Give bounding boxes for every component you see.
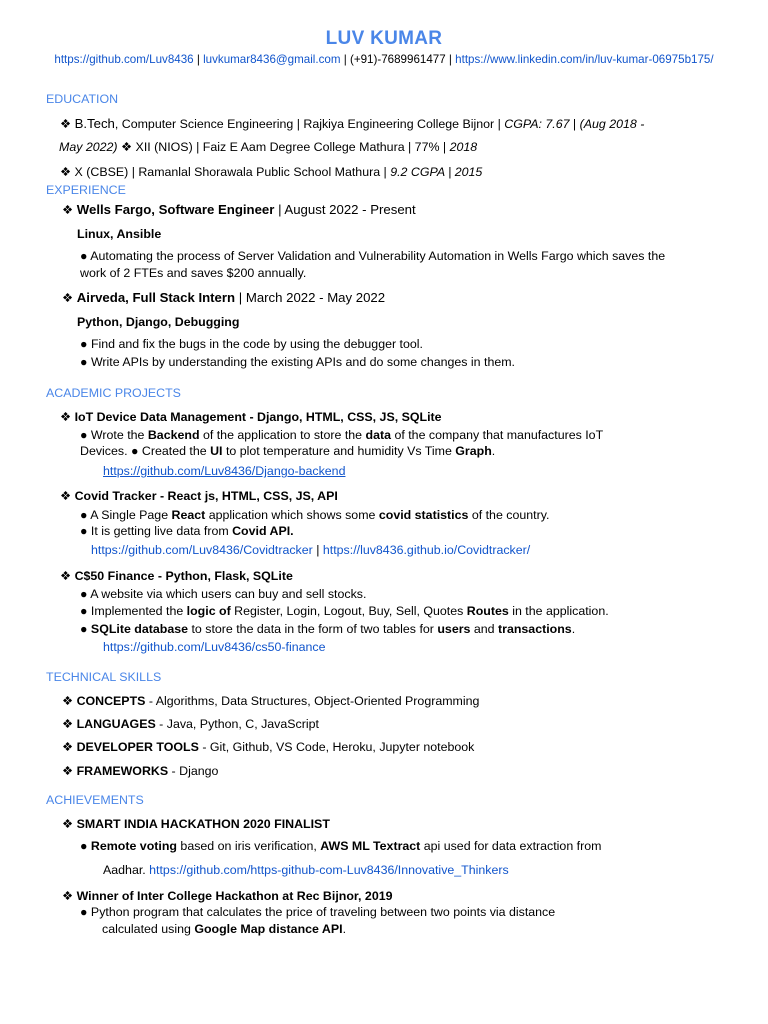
dot-bullet-icon: ● xyxy=(80,524,88,538)
candidate-name: LUV KUMAR xyxy=(325,28,443,49)
contact-line xyxy=(0,53,768,66)
achievement-link[interactable]: https://github.com/https-github-com-Luv8436/Innovative_Thinkers xyxy=(149,863,509,877)
project-link[interactable]: https://github.com/Luv8436/cs50-finance xyxy=(103,640,326,654)
diamond-bullet-icon: ❖ xyxy=(121,140,133,154)
text-bold: data xyxy=(365,428,392,442)
text-bold: logic of xyxy=(186,604,231,618)
section-title-skills: TECHNICAL SKILLS xyxy=(46,670,162,684)
project-link[interactable]: https://github.com/Luv8436/Covidtracker xyxy=(91,543,313,557)
text: A website via which users can buy and sell stocks. xyxy=(87,587,367,601)
achievement-bullet-continuation xyxy=(103,863,509,877)
text: Aadhar. xyxy=(103,863,150,877)
github-link[interactable]: https://github.com/Luv8436 xyxy=(54,53,194,66)
project-bullet xyxy=(80,524,294,538)
text: application which shows some xyxy=(205,508,379,522)
project-title: IoT Device Data Management - Django, HTML, CSS, JS, SQLite xyxy=(74,410,442,424)
text: Python program that calculates the price of traveling between two points via distance xyxy=(87,905,556,919)
text: Register, Login, Logout, Buy, Sell, Quotes xyxy=(230,604,467,618)
job-bullet-text: Find and fix the bugs in the code by using the debugger tool. xyxy=(90,337,423,351)
skill-label: CONCEPTS xyxy=(76,694,146,708)
skill-languages xyxy=(62,716,319,731)
btech-period-start: (Aug 2018 - xyxy=(579,117,645,131)
text: of the company that manufactures IoT xyxy=(391,428,604,442)
job-title: Airveda, Full Stack Intern xyxy=(76,290,236,305)
job-date: | March 2022 - May 2022 xyxy=(235,290,386,305)
job-date: | August 2022 - Present xyxy=(274,202,416,217)
education-x-line xyxy=(60,164,482,179)
diamond-bullet-icon: ❖ xyxy=(62,694,74,708)
skill-frameworks xyxy=(62,763,218,778)
job-bullet xyxy=(80,249,665,263)
text: Created the xyxy=(138,444,211,458)
text-bold: Routes xyxy=(466,604,509,618)
text-bold: React xyxy=(171,508,206,522)
separator: | xyxy=(445,53,456,66)
skill-value: - Django xyxy=(168,764,219,778)
text-bold: AWS ML Textract xyxy=(320,839,421,853)
text-bold: Graph xyxy=(455,444,492,458)
project-links xyxy=(91,543,530,557)
dot-bullet-icon: ● xyxy=(80,508,88,522)
job-bullet xyxy=(80,355,515,369)
project-bullet xyxy=(80,587,366,601)
x-details: X (CBSE) | Ramanlal Shorawala Public School Mathura | xyxy=(71,165,391,179)
project-bullet xyxy=(80,508,549,522)
diamond-bullet-icon: ❖ xyxy=(60,410,72,424)
text: calculated using xyxy=(102,922,195,936)
project-bullet-continuation xyxy=(80,444,495,458)
job-wells-fargo-header xyxy=(62,202,416,217)
achievement-title: SMART INDIA HACKATHON 2020 FINALIST xyxy=(76,817,330,831)
text: . xyxy=(571,622,576,636)
xii-details: XII (NIOS) | Faiz E Aam Degree College Mathura | 77% | xyxy=(132,140,450,154)
text-bold: Google Map distance API xyxy=(194,922,343,936)
text: of the country. xyxy=(468,508,550,522)
section-title-projects: ACADEMIC PROJECTS xyxy=(46,386,181,400)
achievement-sih-title xyxy=(62,816,330,831)
project-bullet xyxy=(80,622,575,636)
btech-degree: B.Tech xyxy=(74,116,115,131)
text-bold: transactions xyxy=(498,622,572,636)
project-iot-title xyxy=(60,409,442,424)
job-bullet-text: Write APIs by understanding the existing APIs and do some changes in them. xyxy=(90,355,515,369)
text: It is getting live data from xyxy=(87,524,233,538)
btech-period-end: May 2022) xyxy=(59,140,118,154)
job-airveda-header xyxy=(62,290,385,305)
job-bullet-continuation: work of 2 FTEs and saves $200 annually. xyxy=(80,266,307,280)
text-bold: covid statistics xyxy=(378,508,469,522)
dot-bullet-icon: ● xyxy=(80,587,88,601)
dot-bullet-icon: ● xyxy=(130,444,139,458)
dot-bullet-icon: ● xyxy=(80,839,88,853)
text: Wrote the xyxy=(87,428,148,442)
diamond-bullet-icon: ❖ xyxy=(62,291,74,305)
text-bold: SQLite database xyxy=(87,622,189,636)
diamond-bullet-icon: ❖ xyxy=(60,489,72,503)
diamond-bullet-icon: ❖ xyxy=(60,569,72,583)
skill-value: - Java, Python, C, JavaScript xyxy=(155,717,319,731)
job-bullet xyxy=(80,337,423,351)
project-title: C$50 Finance - Python, Flask, SQLite xyxy=(74,569,293,583)
achievement-bullet-continuation xyxy=(102,922,346,936)
diamond-bullet-icon: ❖ xyxy=(62,740,74,754)
diamond-bullet-icon: ❖ xyxy=(62,203,74,217)
text-bold: Remote voting xyxy=(87,839,177,853)
skill-label: LANGUAGES xyxy=(76,717,156,731)
project-title: Covid Tracker - React js, HTML, CSS, JS, API xyxy=(74,489,338,503)
diamond-bullet-icon: ❖ xyxy=(62,889,74,903)
text: and xyxy=(470,622,498,636)
dot-bullet-icon: ● xyxy=(80,604,88,618)
text: A Single Page xyxy=(87,508,172,522)
achievement-bullet xyxy=(80,905,555,919)
dot-bullet-icon: ● xyxy=(80,355,88,369)
phone-number: (+91)-7689961477 xyxy=(349,53,446,66)
skill-label: FRAMEWORKS xyxy=(76,764,169,778)
diamond-bullet-icon: ❖ xyxy=(60,165,72,179)
text-bold: UI xyxy=(210,444,223,458)
project-covid-title xyxy=(60,488,338,503)
job-skills: Python, Django, Debugging xyxy=(77,315,240,329)
job-bullet-text: Automating the process of Server Validation and Vulnerability Automation in Wells Fargo which saves the xyxy=(90,249,666,263)
section-title-education: EDUCATION xyxy=(46,92,119,106)
text: to store the data in the form of two tables for xyxy=(188,622,438,636)
text: to plot temperature and humidity Vs Time xyxy=(222,444,456,458)
btech-cgpa: CGPA: 7.67 xyxy=(504,117,570,131)
text: . xyxy=(342,922,347,936)
project-link[interactable]: https://github.com/Luv8436/Django-backend xyxy=(103,464,346,478)
btech-details: , Computer Science Engineering | Rajkiya Engineering College Bijnor | xyxy=(114,117,505,131)
xii-year: 2018 xyxy=(449,140,478,154)
x-score: 9.2 CGPA | 2015 xyxy=(390,165,483,179)
project-link[interactable]: https://luv8436.github.io/Covidtracker/ xyxy=(322,543,531,557)
skill-label: DEVELOPER TOOLS xyxy=(76,740,199,754)
dot-bullet-icon: ● xyxy=(80,622,88,636)
text: Implemented the xyxy=(87,604,187,618)
achievement-rec-title xyxy=(62,888,393,903)
project-bullet xyxy=(80,428,603,442)
text: of the application to store the xyxy=(199,428,366,442)
job-skills: Linux, Ansible xyxy=(77,227,162,241)
dot-bullet-icon: ● xyxy=(80,337,88,351)
email-link[interactable]: luvkumar8436@gmail.com xyxy=(203,53,341,66)
dot-bullet-icon: ● xyxy=(80,249,88,263)
separator: | xyxy=(569,117,580,131)
text: based on iris verification, xyxy=(176,839,321,853)
dot-bullet-icon: ● xyxy=(80,428,88,442)
section-title-achievements: ACHIEVEMENTS xyxy=(46,793,144,807)
text-bold: Covid API. xyxy=(232,524,294,538)
job-title: Wells Fargo, Software Engineer xyxy=(76,202,275,217)
achievement-bullet xyxy=(80,839,601,853)
project-finance-title xyxy=(60,568,293,583)
separator: | xyxy=(340,53,350,66)
diamond-bullet-icon: ❖ xyxy=(62,817,74,831)
achievement-title: Winner of Inter College Hackathon at Rec Bijnor, 2019 xyxy=(76,889,393,903)
project-bullet xyxy=(80,604,609,618)
diamond-bullet-icon: ❖ xyxy=(62,717,74,731)
text-bold: users xyxy=(437,622,471,636)
text: api used for data extraction from xyxy=(420,839,602,853)
skill-tools xyxy=(62,739,474,754)
diamond-bullet-icon: ❖ xyxy=(60,117,72,131)
separator: | xyxy=(193,53,204,66)
dot-bullet-icon: ● xyxy=(80,905,88,919)
text: in the application. xyxy=(508,604,609,618)
section-title-experience: EXPERIENCE xyxy=(46,183,126,197)
linkedin-link[interactable]: https://www.linkedin.com/in/luv-kumar-06975b175/ xyxy=(455,53,714,66)
skill-value: - Algorithms, Data Structures, Object-Oriented Programming xyxy=(145,694,480,708)
education-btech-line xyxy=(60,116,644,131)
skill-concepts xyxy=(62,693,479,708)
text-bold: Backend xyxy=(147,428,200,442)
diamond-bullet-icon: ❖ xyxy=(62,764,74,778)
text: Devices. xyxy=(80,444,131,458)
education-xii-line xyxy=(59,139,477,154)
skill-value: - Git, Github, VS Code, Heroku, Jupyter notebook xyxy=(198,740,475,754)
text: . xyxy=(491,444,496,458)
separator: | xyxy=(312,543,323,557)
